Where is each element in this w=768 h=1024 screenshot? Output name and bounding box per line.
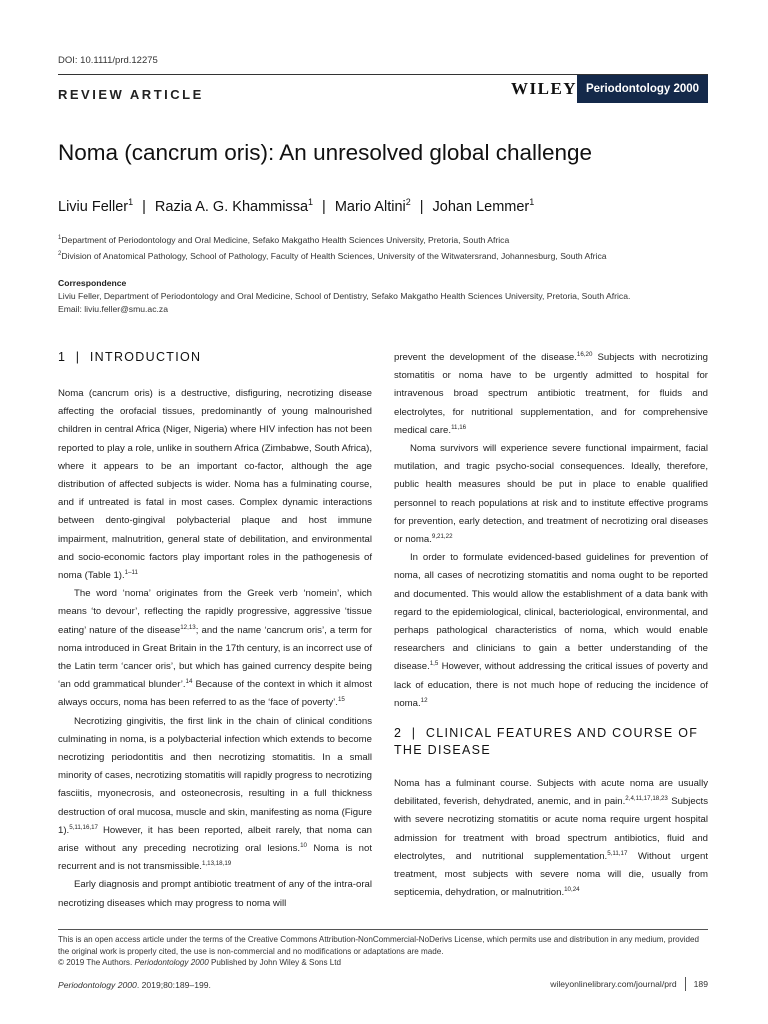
paragraph: Noma has a fulminant course. Subjects with acute noma are usually debilitated, feverish, dehydrated, anemic, and in pain.$^{2,4,11,17,18,23}$ Subjects with severe necrotizing stomatitis or acute noma require urgent hospital admission for treatment with broad spectrum antibiotics, fluid and electrolytes, and nutritional supplementation.$^{5,11,17}$ Without urgent treatment, most subjects with severe noma will die, usually from septicemia, dehydration, or malnutrition.$^{10,24}$ <box>394 778 709 899</box>
author: Liviu Feller$^1$ <box>58 197 134 215</box>
footer-separator <box>685 977 686 991</box>
author-separator: | <box>419 198 424 215</box>
left-column <box>58 385 372 913</box>
affiliation: $^2$Division of Anatomical Pathology, School of Pathology, Faculty of Health Sciences, University of the Witwatersrand, Johannesburg, South Africa <box>58 251 607 261</box>
paragraph: prevent the development of the disease.$^{16,20}$ Subjects with necrotizing stomatitis or noma have to be urgently admitted to hospital for intravenous broad spectrum antibiotic treatment, for fluids and electrolytes, for nutritional supplementation, and for comprehensive medical care.$^{11,16}$ <box>394 350 709 436</box>
right-column-section-2 <box>394 775 708 902</box>
footer-divider <box>58 929 708 930</box>
correspondence: Liviu Feller, Department of Periodontology and Oral Medicine, School of Dentistry, Sefako Makgatho Health Sciences University, Pretoria, South Africa. Email: liviu.feller@smu.ac.za <box>58 291 631 314</box>
author-separator: | <box>322 198 326 215</box>
license-notice: This is an open access article under the terms of the Creative Commons Attribution-NonCommercial-NoDerivs License, which permits use and distribution in any medium, provided the original work is properly cited, the use is non-commercial and no modifications or adaptations are made. © 2019 The Authors. Periodontology 2000 Published by John Wiley & Sons Ltd <box>58 934 708 969</box>
correspondence-heading: Correspondence <box>58 278 127 288</box>
copyright: © 2019 The Authors. Periodontology 2000 Published by John Wiley & Sons Ltd <box>58 958 342 968</box>
right-column <box>394 349 708 713</box>
journal-url-link[interactable]: wileyonlinelibrary.com/journal/prd <box>550 979 677 989</box>
author: Johan Lemmer$^1$ <box>432 197 535 215</box>
publisher-logo: WILEY <box>511 79 578 98</box>
affiliation: $^1$Department of Periodontology and Oral Medicine, Sefako Makgatho Health Sciences University, Pretoria, South Africa <box>58 235 510 245</box>
correspondence-email: Email: liviu.feller@smu.ac.za <box>58 304 168 314</box>
article-title: Noma (cancrum oris): An unresolved global challenge <box>58 140 593 165</box>
section-heading-introduction: 1 | INTRODUCTION <box>58 350 202 364</box>
section-heading-clinical-features: 2 | CLINICAL FEATURES AND COURSE OF THE DISEASE <box>394 726 699 757</box>
author: Razia A. G. Khammissa$^1$ <box>154 197 314 215</box>
article-type: REVIEW ARTICLE <box>58 87 204 102</box>
doi: DOI: 10.1111/prd.12275 <box>58 55 158 66</box>
paragraph: The word ‘noma’ originates from the Greek verb ‘nomein’, which means ‘to devour’, reflecting the rapidly progressive, aggressive ‘tissue eating’ nature of the disease$^{12,13}$; and the name ‘cancrum oris’, a term for noma introduced in Great Britain in the 17th century, is an incorrect use of the Latin term ‘cancer oris’, but which has gained currency despite being ‘an odd grammatical blunder’.$^{14}$ Because of the context in which it almost always occurs, noma has been referred to as the ‘face of poverty’.$^{15}$ <box>58 588 372 709</box>
paragraph: Noma survivors will experience severe functional impairment, facial mutilation, and tragic psycho-social consequences. Ideally, therefore, public health measures should be put in place to enable qualified personnel to reach populations at risk and to institute effective programs for prevention, early detection, and treatment of necrotizing oral diseases or noma.$^{9,21,22}$ <box>394 443 708 546</box>
author-separator: | <box>142 198 146 215</box>
footer-citation: Periodontology 2000. 2019;80:189–199. <box>58 980 211 990</box>
footer-right <box>550 977 708 991</box>
paragraph: In order to formulate evidenced-based guidelines for prevention of noma, all cases of necrotizing stomatitis and noma ought to be reported and documented. This would allow the establishment of a data bank with regard to the epidemiological, clinical, bacteriological, environmental, and perhaps pathological characteristics of noma, which would enable researchers and clinicians to gain a better understanding of the disease.$^{1,5}$ However, without addressing the critical issues of poverty and lack of education, there is not much hope of reducing the incidence of noma.$^{12}$ <box>394 552 708 709</box>
author-list <box>58 197 534 215</box>
paragraph: Early diagnosis and prompt antibiotic treatment of any of the intra-oral necrotizing diseases which may progress to noma will <box>58 879 372 909</box>
journal-badge: Periodontology 2000 <box>577 75 708 103</box>
page-number: 189 <box>693 979 708 989</box>
paragraph: Noma (cancrum oris) is a destructive, disfiguring, necrotizing disease affecting the orofacial tissues, predominantly of young malnourished children in central Africa (Niger, Nigeria) where HIV infection has not been reported to play a role, unlike in southern Africa (Zimbabwe, South Africa), where it appears to be an important co-factor, although the age distribution of affected subjects is wider. Noma has a fulminating course, and if untreated is fatal in most cases. Complex dynamic interactions between dento-gingival polybacterial plaque and host immune impairment, malnutrition, general state of debilitation, and environmental and socio-economic factors play important roles in the pathogenesis of noma (Table 1).$^{1-11}$ <box>58 388 372 582</box>
paragraph: Necrotizing gingivitis, the first link in the chain of clinical conditions culminating in noma, is a polybacterial infection which extends to become necrotizing periodontitis and then necrotizing stomatitis. In a small minority of cases, necrotizing stomatitis will rapidly progress to necrotizing fasciitis, myonecrosis, and osteonecrosis, resulting in a full thickness destruction of oral mucosa, muscle and skin, manifesting as noma (Figure 1).$^{5,11,16,17}$ However, it has been reported, albeit rarely, that noma can arise without any preceding necrotizing oral lesions.$^{10}$ Noma is not recurrent and is not transmissible.$^{1,13,18,19}$ <box>58 715 372 873</box>
author: Mario Altini$^2$ <box>334 197 411 215</box>
